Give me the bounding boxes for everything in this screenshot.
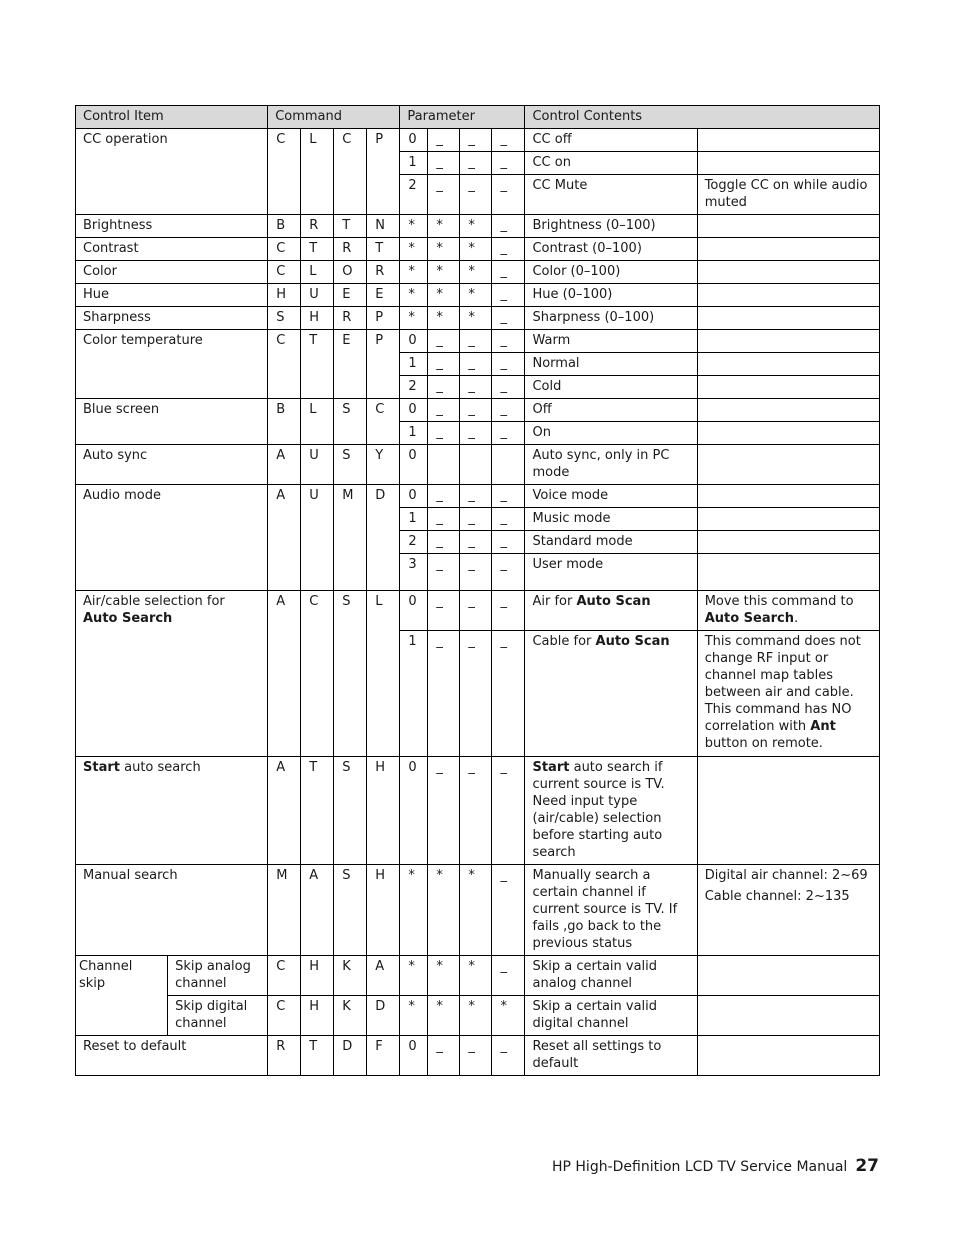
- note-cell: [697, 1036, 879, 1076]
- item-color: Color: [76, 261, 268, 284]
- table-row: 1 _ _ _ On: [76, 422, 880, 445]
- table-row: Hue H U E E * * * _ Hue (0–100): [76, 284, 880, 307]
- item-reset-to-default: Reset to default: [76, 1036, 268, 1076]
- table-row: 1 _ _ _ Cable for Auto Scan This command does not change RF input or channel map tables between air and cable. This command has NO correlation with Ant button on remote.: [76, 631, 880, 757]
- item-brightness: Brightness: [76, 215, 268, 238]
- item-contrast: Contrast: [76, 238, 268, 261]
- item-sharpness: Sharpness: [76, 307, 268, 330]
- table-row: Sharpness S H R P * * * _ Sharpness (0–100): [76, 307, 880, 330]
- table-row: Contrast C T R T * * * _ Contrast (0–100): [76, 238, 880, 261]
- content-cell: Sharpness (0–100): [525, 307, 697, 330]
- page-footer: [552, 1156, 879, 1176]
- content-cell: Reset all settings to default: [525, 1036, 697, 1076]
- note-cell: [697, 261, 879, 284]
- note-cell: [697, 399, 879, 422]
- table-row: Audio mode A U M D 0 _ _ _ Voice mode: [76, 485, 880, 508]
- table-row: 2 _ _ _ Cold: [76, 376, 880, 399]
- item-skip-analog: Skip analog channel: [168, 956, 268, 996]
- content-cell: Air for Auto Scan: [525, 591, 697, 631]
- content-cell: Skip a certain valid analog channel: [525, 956, 697, 996]
- table-row: Color temperature C T E P 0 _ _ _ Warm: [76, 330, 880, 353]
- table-row: Manual search M A S H * * * _ Manually search a certain channel if current source is TV. If fails ,go back to the previous status Digital air channel: 2~69 Cable channel: 2~135: [76, 865, 880, 956]
- content-cell: Hue (0–100): [525, 284, 697, 307]
- item-manual-search: Manual search: [76, 865, 268, 956]
- content-cell: Cold: [525, 376, 697, 399]
- item-skip-digital: Skip digital channel: [168, 996, 268, 1036]
- content-cell: Auto sync, only in PC mode: [525, 445, 697, 485]
- note-cell: [697, 996, 879, 1036]
- note-cell: [697, 307, 879, 330]
- content-cell: Manually search a certain channel if current source is TV. If fails ,go back to the previous status: [525, 865, 697, 956]
- header-control-item: Control Item: [76, 106, 268, 129]
- page-number: 27: [855, 1156, 879, 1176]
- header-control-contents: Control Contents: [525, 106, 880, 129]
- content-cell: Contrast (0–100): [525, 238, 697, 261]
- table-row: Channel skip Skip analog channel C H K A * * * _ Skip a certain valid analog channel: [76, 956, 880, 996]
- content-cell: Skip a certain valid digital channel: [525, 996, 697, 1036]
- content-cell: Normal: [525, 353, 697, 376]
- header-row: [76, 106, 880, 129]
- item-auto-sync: Auto sync: [76, 445, 268, 485]
- note-cell: [697, 445, 879, 485]
- note-cell: [697, 330, 879, 353]
- note-cell: [697, 376, 879, 399]
- content-cell: Music mode: [525, 508, 697, 531]
- note-cell: Digital air channel: 2~69 Cable channel: 2~135: [697, 865, 879, 956]
- note-cell: [697, 129, 879, 152]
- table-row: Reset to default R T D F 0 _ _ _ Reset all settings to default: [76, 1036, 880, 1076]
- content-cell: Cable for Auto Scan: [525, 631, 697, 757]
- item-blue-screen: Blue screen: [76, 399, 268, 445]
- table-row: 1 _ _ _ Music mode: [76, 508, 880, 531]
- note-cell: [697, 284, 879, 307]
- content-cell: CC Mute: [525, 175, 697, 215]
- item-audio-mode: Audio mode: [76, 485, 268, 591]
- note-cell: [697, 531, 879, 554]
- table-row: 1 _ _ _ CC on: [76, 152, 880, 175]
- command-table: [75, 105, 880, 1076]
- note-cell: [697, 757, 879, 865]
- content-cell: CC off: [525, 129, 697, 152]
- table-row: Start auto search A T S H 0 _ _ _ Start auto search if current source is TV. Need input type (air/cable) selection before starting auto search: [76, 757, 880, 865]
- table-row: CC operation C L C P 0 _ _ _ CC off: [76, 129, 880, 152]
- content-cell: Standard mode: [525, 531, 697, 554]
- table-row: Blue screen B L S C 0 _ _ _ Off: [76, 399, 880, 422]
- note-cell: This command does not change RF input or channel map tables between air and cable. This command has NO correlation with Ant button on remote.: [697, 631, 879, 757]
- footer-title: HP High-Definition LCD TV Service Manual: [551, 1159, 848, 1175]
- note-cell: [697, 422, 879, 445]
- table-row: 3 _ _ _ User mode: [76, 554, 880, 591]
- table-row: Skip digital channel C H K D * * * * Skip a certain valid digital channel: [76, 996, 880, 1036]
- table-row: 2 _ _ _ Standard mode: [76, 531, 880, 554]
- content-cell: Color (0–100): [525, 261, 697, 284]
- table-row: Auto sync A U S Y 0 Auto sync, only in PC mode: [76, 445, 880, 485]
- content-cell: Off: [525, 399, 697, 422]
- note-cell: [697, 353, 879, 376]
- item-channel-skip: Channel skip: [76, 956, 168, 1036]
- table-row: Color C L O R * * * _ Color (0–100): [76, 261, 880, 284]
- note-cell: [697, 238, 879, 261]
- note-cell: [697, 554, 879, 591]
- item-start-auto-search: Start auto search: [76, 757, 268, 865]
- header-parameter: Parameter: [400, 106, 525, 129]
- note-cell: [697, 215, 879, 238]
- note-cell: Move this command to Auto Search.: [697, 591, 879, 631]
- note-cell: Toggle CC on while audio muted: [697, 175, 879, 215]
- item-color-temperature: Color temperature: [76, 330, 268, 399]
- item-hue: Hue: [76, 284, 268, 307]
- content-cell: CC on: [525, 152, 697, 175]
- table-row: 1 _ _ _ Normal: [76, 353, 880, 376]
- content-cell: Start auto search if current source is TV. Need input type (air/cable) selection before starting auto search: [525, 757, 697, 865]
- content-cell: User mode: [525, 554, 697, 591]
- item-air-cable-selection: Air/cable selection for Auto Search: [76, 591, 268, 757]
- content-cell: Warm: [525, 330, 697, 353]
- note-cell: [697, 956, 879, 996]
- content-cell: On: [525, 422, 697, 445]
- header-command: Command: [268, 106, 400, 129]
- table-row: Air/cable selection for Auto Search A C S L 0 _ _ _ Air for Auto Scan Move this command to Auto Search.: [76, 591, 880, 631]
- note-cell: [697, 152, 879, 175]
- item-cc: CC operation: [76, 129, 268, 215]
- content-cell: Brightness (0–100): [525, 215, 697, 238]
- table-row: Brightness B R T N * * * _ Brightness (0–100): [76, 215, 880, 238]
- table-row: 2 _ _ _ CC Mute Toggle CC on while audio muted: [76, 175, 880, 215]
- note-cell: [697, 485, 879, 508]
- note-cell: [697, 508, 879, 531]
- content-cell: Voice mode: [525, 485, 697, 508]
